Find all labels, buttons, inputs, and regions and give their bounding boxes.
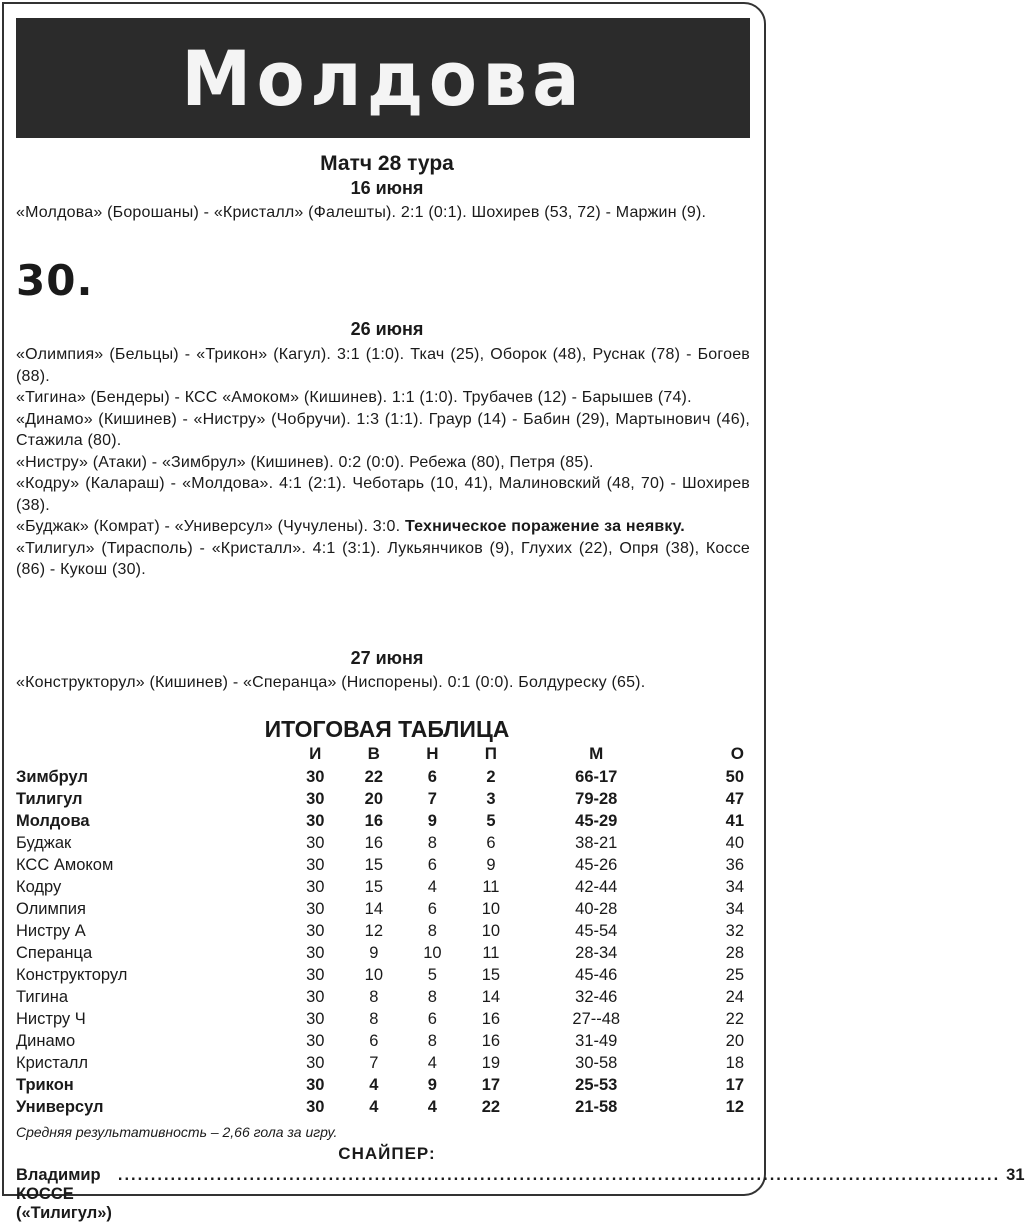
team-name: Нистру А: [16, 921, 86, 940]
column-header: [16, 742, 286, 766]
points: 12: [725, 1097, 744, 1116]
games-played: 30: [306, 789, 325, 808]
losses: 11: [482, 877, 500, 896]
draws: 5: [427, 965, 437, 984]
team-name: Тилигул: [16, 789, 83, 808]
team-name: Тигина: [16, 987, 69, 1006]
goal-difference: 66-17: [575, 767, 618, 786]
column-header: В: [367, 744, 380, 763]
wins: 16: [364, 833, 383, 852]
standings-row: [16, 920, 750, 942]
draws: 8: [427, 987, 437, 1006]
games-played: 30: [306, 921, 325, 940]
losses: 16: [481, 1009, 501, 1028]
team-name: Конструкторул: [16, 965, 128, 984]
draws: 6: [427, 767, 437, 786]
result-item: «Кодру» (Калараш) - «Молдова». 4:1 (2:1). Чеботарь (10, 41), Малиновский (48, 70) - Шохирев (38).: [16, 475, 750, 514]
standings-row: [16, 854, 750, 876]
goal-difference: 38-21: [575, 833, 618, 852]
country-banner: [16, 18, 750, 138]
team-name: Сперанца: [16, 943, 93, 962]
standings-row: [16, 1008, 750, 1030]
standings-row: [16, 1052, 750, 1074]
goal-difference: 31-49: [575, 1031, 618, 1050]
goal-difference: 32-46: [575, 987, 618, 1006]
goal-difference: 27--48: [572, 1009, 621, 1028]
top-scorer-line: [16, 1166, 1025, 1223]
draws: 9: [427, 1075, 437, 1094]
round-number: 30.: [16, 256, 94, 305]
banner-title: Молдова: [181, 33, 585, 123]
draws: 8: [427, 921, 437, 940]
points: 34: [725, 899, 744, 918]
result-item: «Тилигул» (Тирасполь) - «Кристалл». 4:1 (3:1). Лукьянчиков (9), Глухих (22), Опря (38), Коссе (86) - Кукош (30).: [16, 539, 750, 578]
draws: 8: [427, 1031, 437, 1050]
wins: 22: [364, 767, 383, 786]
games-played: 30: [306, 965, 325, 984]
standings-row: [16, 1096, 750, 1118]
wins: 8: [369, 1009, 379, 1028]
column-header: Н: [426, 744, 439, 763]
goal-difference: 40-28: [575, 899, 618, 918]
games-played: 30: [306, 767, 325, 786]
standings-row: [16, 1074, 750, 1096]
games-played: 30: [306, 1097, 325, 1116]
goal-difference: 45-26: [575, 855, 618, 874]
points: 18: [725, 1053, 744, 1072]
losses: 11: [482, 943, 500, 962]
points: 22: [725, 1009, 744, 1028]
draws: 4: [427, 1097, 437, 1116]
points: 20: [725, 1031, 744, 1050]
goal-difference: 30-58: [575, 1053, 618, 1072]
round-result-2: «Конструкторул» (Кишинев) - «Сперанца» (Ниспорены). 0:1 (0:0). Болдуреску (65).: [16, 674, 646, 691]
goal-difference: 45-29: [575, 811, 618, 830]
points: 50: [725, 767, 744, 786]
standings-row: [16, 986, 750, 1008]
round-date-1: 26 июня: [350, 319, 424, 339]
standings-title: ИТОГОВАЯ ТАБЛИЦА: [264, 716, 510, 742]
points: 36: [725, 855, 744, 874]
points: 24: [725, 987, 744, 1006]
points: 40: [725, 833, 744, 852]
points: 47: [725, 789, 744, 808]
standings-row: [16, 788, 750, 810]
losses: 16: [481, 1031, 501, 1050]
losses: 22: [481, 1097, 501, 1116]
points: 34: [725, 877, 744, 896]
draws: 8: [427, 833, 437, 852]
team-name: Кристалл: [16, 1053, 89, 1072]
draws: 6: [427, 899, 437, 918]
leader-dots: ......................................................................................................................................: [117, 1166, 1001, 1184]
wins: 8: [369, 987, 379, 1006]
points: 17: [725, 1075, 744, 1094]
losses: 19: [481, 1053, 501, 1072]
draws: 6: [427, 1009, 437, 1028]
standings-row: [16, 1030, 750, 1052]
draws: 7: [427, 789, 437, 808]
standings-row: [16, 766, 750, 788]
draws: 9: [427, 811, 437, 830]
column-header: П: [484, 744, 498, 763]
points: 28: [725, 943, 744, 962]
wins: 16: [364, 811, 383, 830]
draws: 10: [423, 943, 442, 962]
standings-row: [16, 942, 750, 964]
losses: 17: [481, 1075, 501, 1094]
team-name: Динамо: [16, 1031, 76, 1050]
losses: 14: [481, 987, 501, 1006]
result-item: «Нистру» (Атаки) - «Зимбрул» (Кишинев). 0:2 (0:0). Ребежа (80), Петря (85).: [16, 453, 594, 471]
wins: 10: [364, 965, 383, 984]
draws: 4: [427, 877, 437, 896]
goal-difference: 45-46: [575, 965, 618, 984]
points: 41: [725, 811, 744, 830]
losses: 9: [486, 855, 496, 874]
draws: 4: [427, 1053, 437, 1072]
games-played: 30: [306, 899, 325, 918]
standings-table: [16, 742, 750, 1118]
round-date-2: 27 июня: [350, 648, 424, 668]
match-date: 16 июня: [350, 178, 424, 198]
wins: 9: [369, 943, 379, 962]
games-played: 30: [306, 987, 325, 1006]
wins: 15: [364, 855, 383, 874]
team-name: КСС Амоком: [16, 855, 114, 874]
standings-row: [16, 832, 750, 854]
goal-difference: 79-28: [575, 789, 618, 808]
losses: 5: [486, 811, 496, 830]
goal-difference: 28-34: [575, 943, 618, 962]
result-item: «Тигина» (Бендеры) - КСС «Амоком» (Кишинев). 1:1 (1:0). Трубачев (12) - Барышев (74).: [16, 389, 692, 406]
team-name: Кодру: [16, 877, 62, 896]
wins: 4: [369, 1075, 379, 1094]
standings-row: [16, 898, 750, 920]
standings-row: [16, 810, 750, 832]
newspaper-page: [2, 2, 1025, 1222]
wins: 12: [364, 921, 383, 940]
games-played: 30: [306, 943, 325, 962]
losses: 10: [481, 899, 501, 918]
goal-difference: 42-44: [575, 877, 618, 896]
match-heading: Матч 28 тура: [320, 152, 454, 175]
games-played: 30: [306, 833, 325, 852]
team-name: Трикон: [16, 1075, 74, 1094]
games-played: 30: [306, 1031, 325, 1050]
wins: 7: [369, 1053, 379, 1072]
losses: 6: [486, 833, 496, 852]
team-name: Молдова: [16, 811, 90, 830]
wins: 4: [369, 1097, 379, 1116]
games-played: 30: [306, 855, 325, 874]
losses: 3: [486, 789, 496, 808]
goal-difference: 21-58: [575, 1097, 618, 1116]
top-scorer-goals: 31: [1006, 1166, 1025, 1184]
column-header: О: [730, 744, 744, 763]
points: 25: [725, 965, 744, 984]
match-result: «Молдова» (Борошаны) - «Кристалл» (Фалешты). 2:1 (0:1). Шохирев (53, 72) - Маржин (9).: [16, 204, 707, 221]
round-results: [16, 344, 750, 581]
losses: 10: [481, 921, 501, 940]
standings-header-row: [16, 742, 750, 766]
wins: 6: [369, 1031, 379, 1050]
column-header: М: [589, 744, 604, 763]
column-header: И: [309, 744, 322, 763]
games-played: 30: [306, 1075, 325, 1094]
games-played: 30: [306, 1009, 325, 1028]
losses: 15: [481, 965, 501, 984]
team-name: Зимбрул: [16, 767, 88, 786]
games-played: 30: [306, 811, 325, 830]
result-item: «Буджак» (Комрат) - «Универсул» (Чучулены). 3:0. Техническое поражение за неявку.: [16, 518, 685, 535]
wins: 20: [364, 789, 383, 808]
points: 32: [725, 921, 744, 940]
goal-difference: 45-54: [575, 921, 618, 940]
draws: 6: [427, 855, 437, 874]
standings-row: [16, 964, 750, 986]
games-played: 30: [306, 877, 325, 896]
standings-row: [16, 876, 750, 898]
games-played: 30: [306, 1053, 325, 1072]
losses: 2: [486, 767, 496, 786]
team-name: Универсул: [16, 1097, 104, 1116]
goal-difference: 25-53: [575, 1075, 618, 1094]
average-goals-note: Средняя результативность – 2,66 гола за игру.: [16, 1124, 338, 1140]
team-name: Буджак: [16, 833, 72, 852]
team-name: Олимпия: [16, 899, 86, 918]
wins: 15: [364, 877, 383, 896]
wins: 14: [364, 899, 383, 918]
result-item: «Динамо» (Кишинев) - «Нистру» (Чобручи). 1:3 (1:1). Граур (14) - Бабин (29), Мартынович (46), Стажила (80).: [16, 410, 750, 449]
result-item: «Олимпия» (Бельцы) - «Трикон» (Кагул). 3:1 (1:0). Ткач (25), Оборок (48), Руснак (78) - Богоев (88).: [16, 346, 750, 385]
top-scorer-name: Владимир КОССЕ («Тилигул»): [16, 1166, 112, 1222]
sniper-heading: СНАЙПЕР:: [338, 1144, 436, 1163]
team-name: Нистру Ч: [16, 1009, 86, 1028]
